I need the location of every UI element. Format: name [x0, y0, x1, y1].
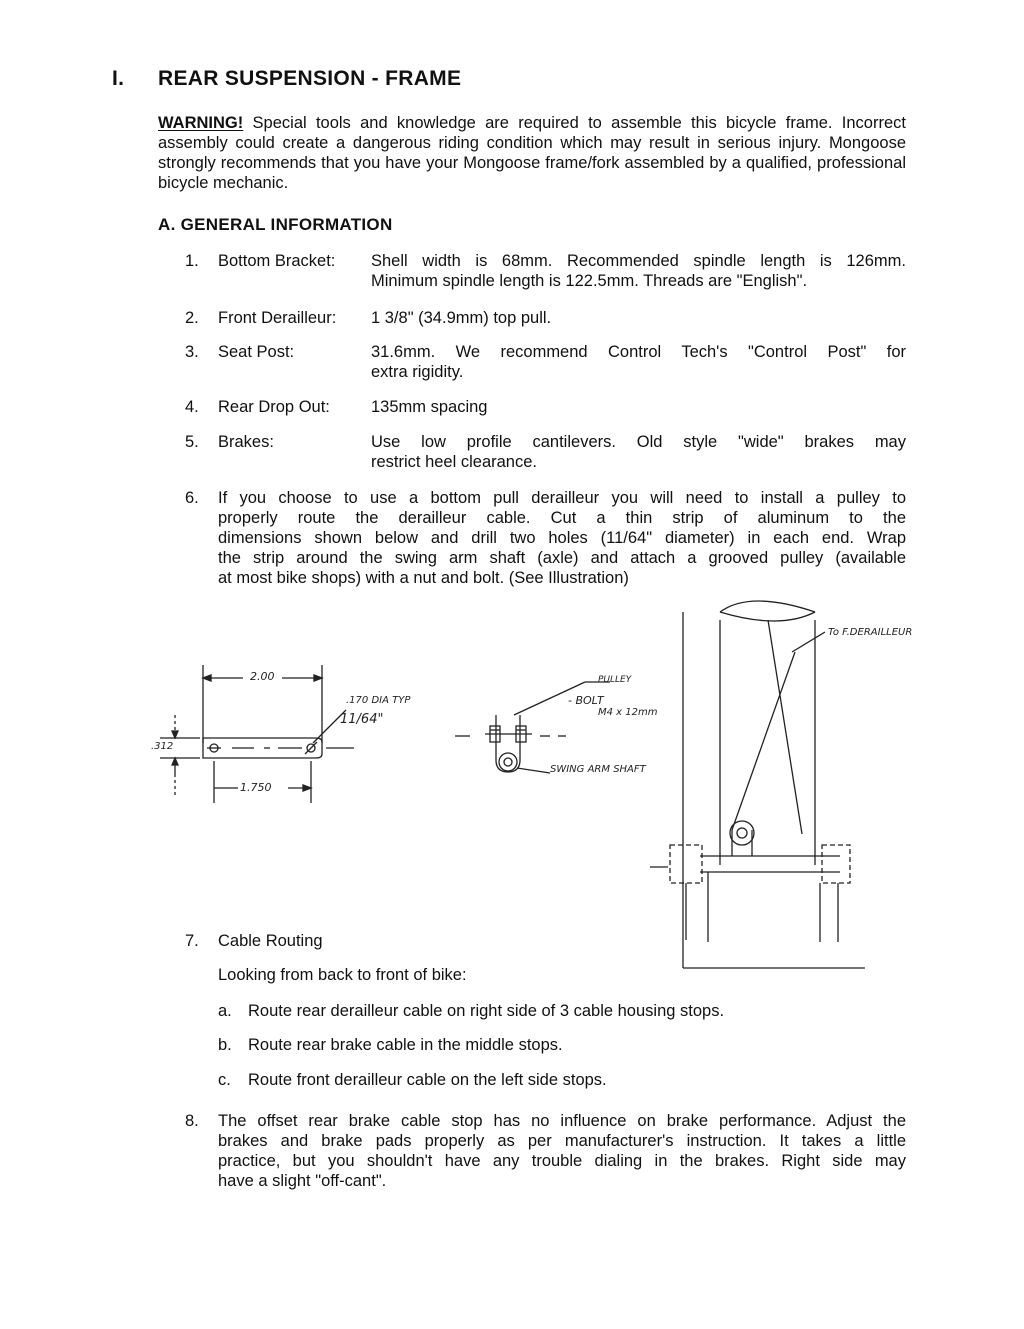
- item-text-line: have a slight "off-cant".: [218, 1172, 387, 1190]
- general-information-heading: A. GENERAL INFORMATION: [158, 215, 393, 234]
- dimension-hole-spacing-label: 1.750: [240, 781, 272, 794]
- item-text-line: restrict heel clearance.: [371, 453, 537, 471]
- item-label: Bottom Bracket:: [218, 252, 336, 270]
- step-text: Route rear derailleur cable on right side of 3 cable housing stops.: [248, 1002, 725, 1020]
- step-letter: a.: [218, 1002, 232, 1020]
- item-text-line: extra rigidity.: [371, 363, 464, 381]
- item-text-line: Use low profile cantilevers. Old style "wide" brakes may: [371, 433, 906, 451]
- hole-note-fraction: 11/64": [340, 712, 384, 727]
- item-intro: Looking from back to front of bike:: [218, 966, 467, 984]
- bolt-label: - BOLT: [568, 694, 604, 707]
- item-text-line: dimensions shown below and drill two holes (11/64" diameter) in each end. Wrap: [218, 529, 906, 547]
- item-text-line: Minimum spindle length is 122.5mm. Threads are "English".: [371, 272, 808, 290]
- item-number: 6.: [185, 489, 199, 507]
- swing-arm-assembly-drawing: [640, 590, 880, 980]
- item-text-line: the strip around the swing arm shaft (axle) and attach a grooved pulley (available: [218, 549, 906, 567]
- warning-text: Special tools and knowledge are required to assemble this bicycle frame. Incorrect assembly could create a dangerous riding condition which may result in serious injury. Mongoose strongly recommends that you have your Mongoose frame/fork assembled by a qualified, professional bicycle mechanic.: [158, 114, 906, 192]
- section-title: REAR SUSPENSION - FRAME: [158, 67, 462, 90]
- step-letter: c.: [218, 1071, 231, 1089]
- bolt-size-label: M4 x 12mm: [598, 707, 658, 718]
- warning-paragraph: [158, 113, 906, 193]
- step-text: Route front derailleur cable on the left side stops.: [248, 1071, 607, 1089]
- item-label: Seat Post:: [218, 343, 295, 361]
- dimension-width-label: .312: [151, 741, 174, 752]
- item-number: 2.: [185, 309, 199, 327]
- item-number: 5.: [185, 433, 199, 451]
- item-text-line: practice, but you shouldn't have any trouble dialing in the brakes. Right side may: [218, 1152, 906, 1170]
- item-title: Cable Routing: [218, 932, 323, 950]
- item-number: 4.: [185, 398, 199, 416]
- item-number: 8.: [185, 1112, 199, 1130]
- item-label: Brakes:: [218, 433, 274, 451]
- item-text-line: brakes and brake pads properly as per manufacturer's instruction. It takes a little: [218, 1132, 906, 1150]
- dimension-length-label: 2.00: [250, 670, 275, 683]
- item-text-line: The offset rear brake cable stop has no influence on brake performance. Adjust the: [218, 1112, 906, 1130]
- item-number: 3.: [185, 343, 199, 361]
- item-text-line: 135mm spacing: [371, 398, 488, 416]
- swing-arm-shaft-label: SWING ARM SHAFT: [550, 764, 646, 775]
- item-text-line: If you choose to use a bottom pull derailleur you will need to install a pulley to: [218, 489, 906, 507]
- item-text-line: at most bike shops) with a nut and bolt. (See Illustration): [218, 569, 629, 587]
- item-text-line: Shell width is 68mm. Recommended spindle length is 126mm.: [371, 252, 906, 270]
- step-letter: b.: [218, 1036, 232, 1054]
- item-number: 1.: [185, 252, 199, 270]
- cable-destination-label: To F.DERAILLEUR: [828, 627, 913, 638]
- item-label: Front Derailleur:: [218, 309, 337, 327]
- item-text-line: 1 3/8" (34.9mm) top pull.: [371, 309, 552, 327]
- hole-note-diameter: .170 DIA TYP: [346, 695, 411, 706]
- item-label: Rear Drop Out:: [218, 398, 330, 416]
- section-number: I.: [112, 67, 125, 90]
- pulley-label: PULLEY: [598, 675, 632, 685]
- item-text-line: 31.6mm. We recommend Control Tech's "Control Post" for: [371, 343, 906, 361]
- step-text: Route rear brake cable in the middle stops.: [248, 1036, 563, 1054]
- item-number: 7.: [185, 932, 199, 950]
- warning-label: WARNING!: [158, 114, 244, 132]
- item-text-line: properly route the derailleur cable. Cut a thin strip of aluminum to the: [218, 509, 906, 527]
